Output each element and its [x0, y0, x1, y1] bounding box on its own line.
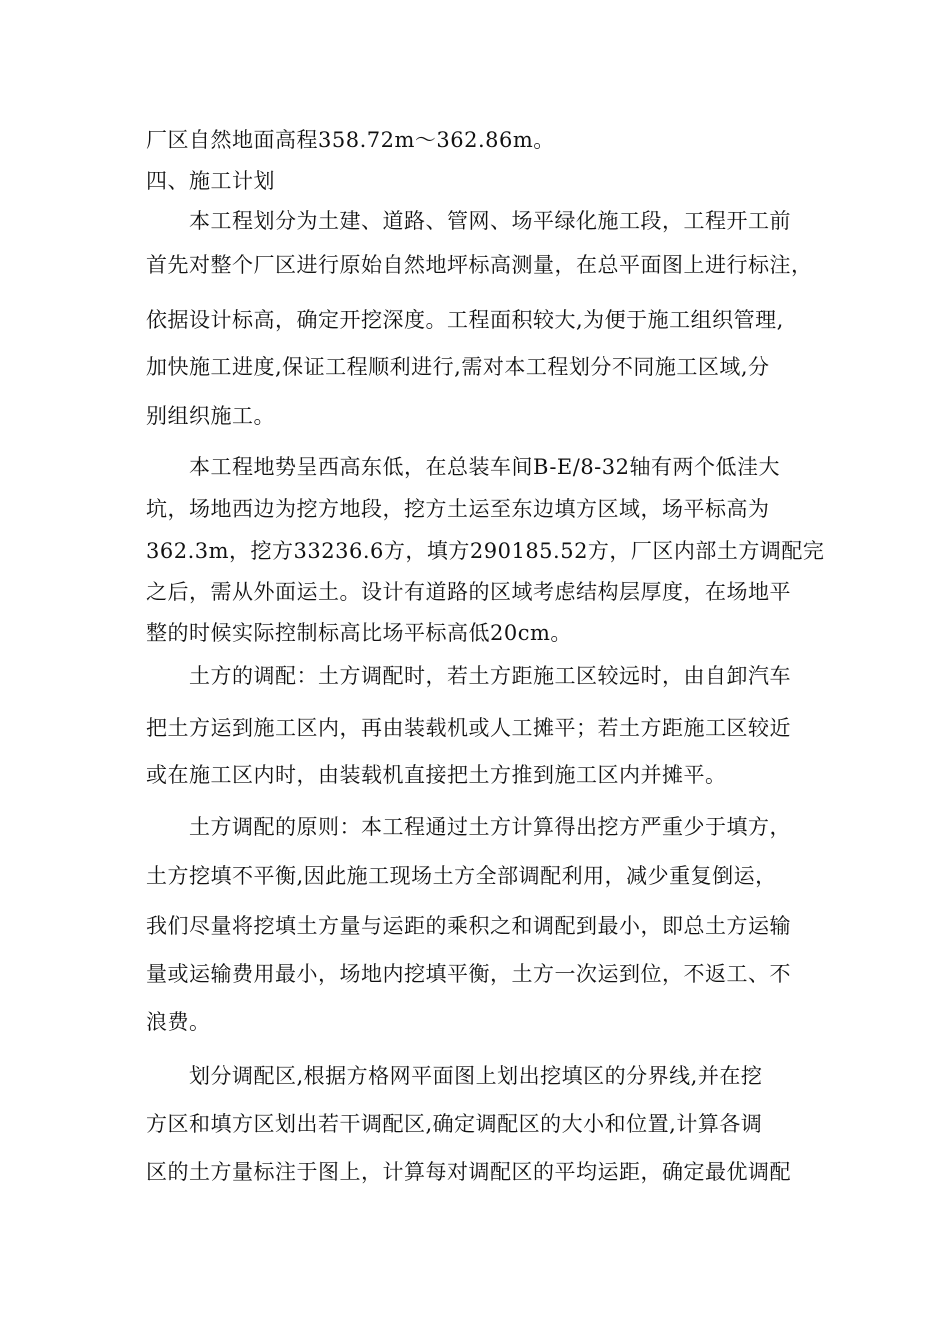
text-line: 区的土方量标注于图上，计算每对调配区的平均运距，确定最优调配	[146, 1160, 791, 1184]
text-line: 之后，需从外面运土。设计有道路的区域考虑结构层厚度，在场地平	[146, 580, 791, 604]
text-line: 362.3m，挖方33236.6方，填方290185.52方，厂区内部土方调配完	[146, 539, 825, 563]
text-line: 厂区自然地面高程358.72m～362.86m。	[146, 128, 555, 152]
text-line: 首先对整个厂区进行原始自然地坪标高测量，在总平面图上进行标注，	[146, 253, 813, 277]
text-line: 或在施工区内时，由装载机直接把土方推到施工区内并摊平。	[146, 763, 727, 787]
text-line: 把土方运到施工区内，再由装载机或人工摊平；若土方距施工区较近	[146, 716, 791, 740]
text-line: 加快施工进度,保证工程顺利进行,需对本工程划分不同施工区域,分	[146, 355, 770, 379]
text-line: 坑，场地西边为挖方地段，挖方土运至东边填方区域，场平标高为	[146, 497, 770, 521]
text-line: 依据设计标高，确定开挖深度。工程面积较大,为便于施工组织管理,	[146, 308, 784, 332]
text-line: 土方的调配：土方调配时，若土方距施工区较远时，由自卸汽车	[189, 664, 791, 688]
text-line: 划分调配区,根据方格网平面图上划出挖填区的分界线,并在挖	[189, 1064, 763, 1088]
section-heading: 四、施工计划	[146, 169, 275, 193]
text-line: 本工程划分为土建、道路、管网、场平绿化施工段，工程开工前	[189, 209, 791, 233]
text-line: 量或运输费用最小，场地内挖填平衡，土方一次运到位，不返工、不	[146, 962, 791, 986]
text-line: 土方挖填不平衡,因此施工现场土方全部调配利用，减少重复倒运，	[146, 864, 777, 888]
text-line: 整的时候实际控制标高比场平标高低20cm。	[146, 621, 572, 645]
text-line: 土方调配的原则：本工程通过土方计算得出挖方严重少于填方，	[189, 815, 791, 839]
text-line: 我们尽量将挖填土方量与运距的乘积之和调配到最小，即总土方运输	[146, 914, 791, 938]
text-line: 别组织施工。	[146, 404, 275, 428]
text-line: 浪费。	[146, 1010, 211, 1034]
text-line: 方区和填方区划出若干调配区,确定调配区的大小和位置,计算各调	[146, 1112, 763, 1136]
text-line: 本工程地势呈西高东低，在总装车间B-E/8-32轴有两个低洼大	[189, 455, 780, 479]
